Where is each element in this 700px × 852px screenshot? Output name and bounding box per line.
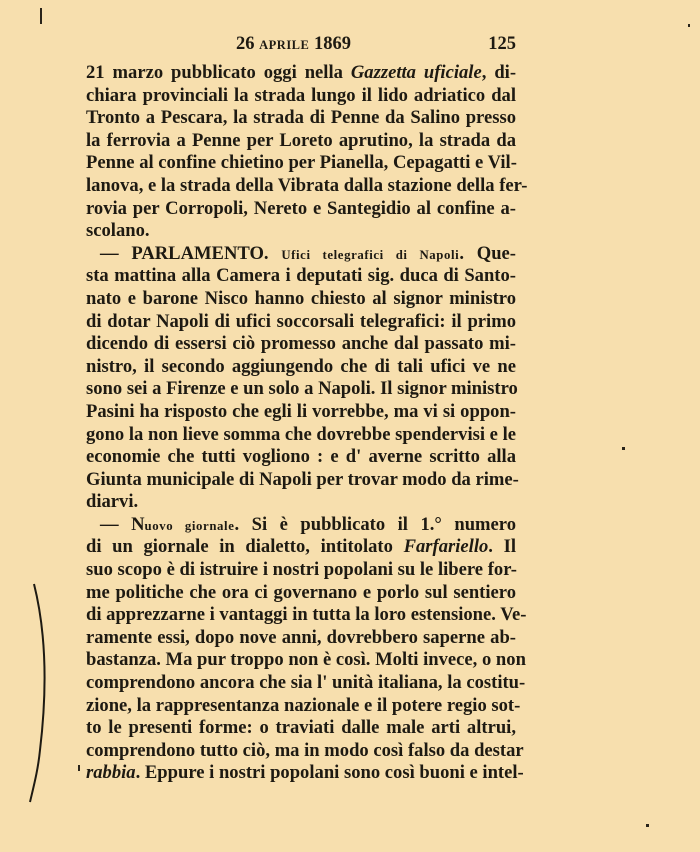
text-segment: — PARLAMENTO. bbox=[100, 242, 282, 264]
text-segment: la ferrovia a Penne per Loreto aprutino, la strada da bbox=[86, 129, 516, 151]
margin-bracket-mark bbox=[26, 580, 56, 810]
article-text bbox=[86, 62, 528, 785]
text-line bbox=[86, 198, 516, 221]
text-segment: Penne al confine chietino per Pianella, Cepagatti e Vil- bbox=[86, 152, 517, 174]
text-line bbox=[86, 514, 516, 537]
text-segment: Farfariello bbox=[403, 536, 489, 558]
text-line bbox=[86, 649, 526, 672]
text-line bbox=[86, 130, 516, 153]
text-segment: comprendono tutto ciò, ma in modo così falso da destar bbox=[86, 739, 524, 761]
text-line bbox=[86, 288, 516, 311]
header-month: APRILE bbox=[259, 38, 310, 52]
margin-dot-mark bbox=[646, 824, 649, 827]
text-segment: Giunta municipale di Napoli per trovar modo da rime- bbox=[86, 468, 519, 490]
text-segment: Ufici telegrafici di Napoli bbox=[281, 247, 460, 262]
text-segment: sono sei a Firenze e un solo a Napoli. Il signor ministro bbox=[86, 378, 518, 400]
text-segment: uovo giornale bbox=[144, 518, 235, 533]
text-line bbox=[86, 582, 516, 605]
text-segment: chiara provinciali la strada lungo il lido adriatico dal bbox=[86, 84, 516, 106]
running-header bbox=[86, 34, 516, 60]
text-segment: comprendono ancora che sia l' unità italiana, la costitu- bbox=[86, 672, 526, 694]
text-line bbox=[86, 62, 516, 85]
text-line bbox=[86, 468, 519, 492]
text-segment: di un giornale in dialetto, intitolato bbox=[86, 536, 404, 558]
margin-dot-mark bbox=[622, 447, 625, 450]
text-segment: zione, la rappresentanza nazionale e il potere regio sot- bbox=[86, 694, 521, 716]
text-segment: gono la non lieve somma che dovrebbe spendervisi e le bbox=[86, 423, 516, 445]
text-line bbox=[86, 85, 516, 108]
text-line bbox=[86, 401, 516, 424]
text-line bbox=[86, 694, 521, 718]
text-line bbox=[86, 152, 516, 175]
text-segment: to le presenti forme: o traviati dalle male arti altrui, bbox=[86, 717, 516, 739]
text-line bbox=[86, 424, 516, 447]
margin-tick-mark bbox=[40, 8, 42, 24]
margin-dot-mark bbox=[78, 765, 80, 771]
text-line bbox=[86, 378, 516, 401]
text-segment: rabbia bbox=[86, 762, 136, 784]
text-segment: rovia per Corropoli, Nereto e Santegidio al confine a- bbox=[86, 197, 516, 219]
text-line bbox=[86, 174, 528, 198]
text-segment: di dotar Napoli di ufici soccorsali telegrafici: il primo bbox=[86, 310, 516, 332]
text-line bbox=[86, 446, 516, 469]
text-segment: economie che tutti vogliono : e d' averne scritto alla bbox=[86, 446, 516, 468]
text-segment: nistro, il secondo aggiungendo che di tali ufici ve ne bbox=[86, 355, 516, 377]
text-line bbox=[86, 311, 516, 334]
text-line bbox=[86, 762, 524, 785]
text-segment: di apprezzarne i vantaggi in tutta la loro estensione. Ve- bbox=[86, 604, 527, 626]
text-line bbox=[86, 717, 516, 740]
text-segment: Pasini ha risposto che egli li vorrebbe, ma vi si oppon- bbox=[86, 400, 516, 422]
text-segment: . Il bbox=[488, 536, 517, 558]
text-segment: ramente essi, dopo nove anni, dovrebbero saperne ab- bbox=[86, 626, 516, 648]
header-date: 26 APRILE 1869 bbox=[236, 34, 351, 54]
text-segment: sta mattina alla Camera i deputati sig. duca di Santo- bbox=[86, 265, 516, 287]
text-line bbox=[86, 536, 516, 559]
margin-dot-mark bbox=[688, 24, 690, 27]
text-line bbox=[86, 739, 524, 763]
text-segment: Tronto a Pescara, la strada di Penne da Salino presso bbox=[86, 107, 516, 129]
text-segment: — N bbox=[100, 513, 145, 535]
text-segment: lanova, e la strada della Vibrata dalla stazione della fer- bbox=[86, 174, 528, 196]
page-number: 125 bbox=[488, 34, 516, 54]
text-segment: me politiche che ora ci governano e porlo sul sentiero bbox=[86, 581, 516, 603]
text-segment: . Que- bbox=[459, 242, 516, 264]
text-segment: , di- bbox=[481, 62, 517, 83]
text-line bbox=[86, 491, 516, 514]
text-line bbox=[86, 265, 516, 288]
text-segment: scolano. bbox=[86, 220, 150, 242]
text-line bbox=[86, 333, 516, 356]
text-line bbox=[86, 107, 516, 130]
text-segment: suo scopo è di istruire i nostri popolani su le libere for- bbox=[86, 559, 517, 581]
text-segment: Gazzetta uficiale bbox=[350, 62, 482, 83]
text-segment: dicendo di essersi ciò promesso anche dal passato mi- bbox=[86, 333, 516, 355]
text-line bbox=[86, 356, 516, 379]
text-segment: bastanza. Ma pur troppo non è così. Molti invece, o non bbox=[86, 649, 526, 671]
text-line bbox=[86, 243, 516, 266]
text-segment: 21 marzo pubblicato oggi nella bbox=[86, 62, 351, 83]
text-segment: nato e barone Nisco hanno chiesto al signor ministro bbox=[86, 287, 516, 309]
text-line bbox=[86, 672, 526, 695]
text-segment: . Eppure i nostri popolani sono così buoni e intel- bbox=[135, 762, 524, 784]
text-line bbox=[86, 220, 516, 243]
text-segment: diarvi. bbox=[86, 491, 139, 513]
text-line bbox=[86, 627, 516, 650]
text-line bbox=[86, 559, 516, 582]
text-line bbox=[86, 604, 527, 627]
text-segment: . Si è pubblicato il 1.° numero bbox=[234, 513, 516, 535]
